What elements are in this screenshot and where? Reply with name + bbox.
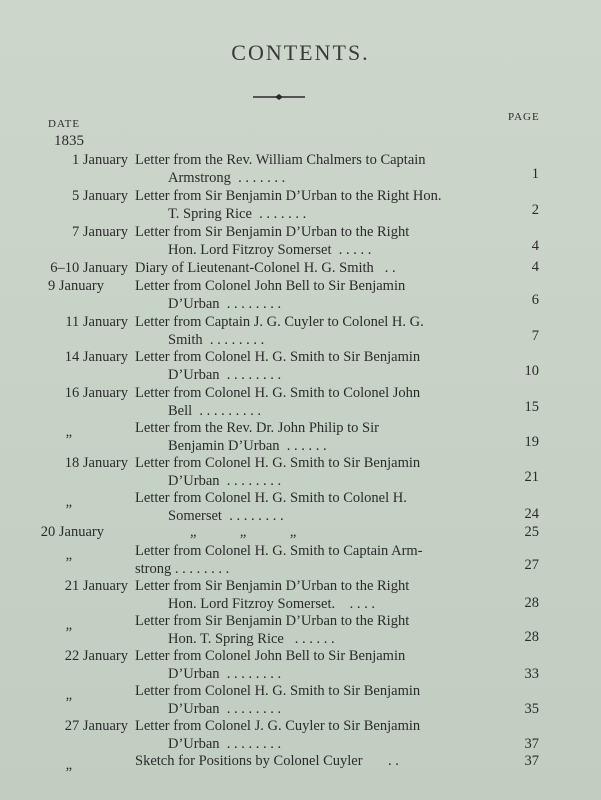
leader-dots: . . . . . . . . (229, 508, 284, 524)
entry-page-number: 28 (524, 595, 539, 611)
entry-date-ditto: „ (65, 424, 72, 440)
entry-title (135, 277, 495, 313)
entry-ditto-marks: „ „ „ (190, 524, 297, 540)
entry-date: 22 January (64, 648, 128, 664)
entry-line-2-text: D’Urban (168, 736, 220, 752)
entry-title (135, 612, 495, 648)
entry-title (135, 577, 495, 613)
entry-title (135, 523, 495, 541)
entry-page-number: 25 (524, 524, 539, 540)
entry-line-2 (135, 630, 495, 648)
entry-date: 6–10 January (50, 260, 128, 276)
entry-line-2 (135, 331, 495, 349)
entry-page-number: 2 (531, 202, 539, 218)
entry-date: 16 January (64, 385, 128, 401)
entry-date: 18 January (64, 455, 128, 471)
leader-dots: . . . . . . . . (226, 736, 282, 752)
entry-line-1: Letter from Colonel John Bell to Sir Benjamin (135, 278, 406, 294)
entry-line-2-text: D’Urban (168, 296, 220, 312)
entry-title (135, 151, 495, 187)
entry-line-2 (135, 169, 495, 187)
leader-dots: . . . . . . (286, 438, 327, 454)
entry-page-number: 1 (531, 166, 539, 182)
entry-line-1: Letter from the Rev. Dr. John Philip to Sir (135, 420, 379, 436)
entry-line-2 (135, 735, 495, 753)
entry-line-2-text: D’Urban (168, 473, 220, 489)
entry-line-1: Letter from Colonel J. G. Cuyler to Sir Benjamin (135, 718, 421, 734)
leader-dots: . . . . . . . (238, 170, 286, 186)
entry-title (135, 384, 495, 420)
page-title: CONTENTS. (231, 40, 370, 65)
page-column-header: PAGE (508, 111, 540, 123)
entry-line-2-text: Somerset (168, 508, 222, 524)
leader-dots: . . . . . . . . (226, 473, 282, 489)
entry-line-2 (135, 665, 495, 683)
entry-page-number: 7 (531, 328, 539, 344)
entry-date-ditto: „ (65, 617, 72, 633)
entry-date: 27 January (64, 718, 128, 734)
entry-title (135, 187, 495, 223)
entry-date-ditto: „ (65, 757, 72, 773)
entry-date: 21 January (64, 578, 128, 594)
entry-line-2 (135, 437, 495, 455)
leader-dots: . . (384, 260, 396, 276)
leader-dots: . . . . . . . . (174, 561, 230, 577)
entry-line-2-text: Bell (168, 403, 193, 419)
entry-title (135, 454, 495, 490)
entry-title (135, 348, 495, 384)
leader-dots: . . . . . . . . (226, 296, 282, 312)
entry-line-1: Letter from Colonel H. G. Smith to Sir Benjamin (135, 455, 421, 471)
entry-title (135, 682, 495, 718)
entry-line-2 (135, 595, 495, 613)
entry-line-1: Letter from Colonel John Bell to Sir Benjamin (135, 648, 406, 664)
entry-page-number: 19 (524, 434, 539, 450)
entry-date: 1 January (72, 152, 128, 168)
entry-title (135, 542, 495, 578)
entry-line-1: Letter from Sir Benjamin D’Urban to the Right (135, 613, 410, 629)
entry-line-1: Letter from Sir Benjamin D’Urban to the Right (135, 224, 410, 240)
leader-dots: . . . . . . . . (226, 666, 282, 682)
entry-line-1: Letter from Sir Benjamin D’Urban to the Right (135, 578, 410, 594)
entry-title (135, 752, 495, 770)
entry-line-1-text: Diary of Lieutenant-Colonel H. G. Smith (135, 260, 374, 276)
entry-date-ditto: „ (65, 547, 72, 563)
entry-line-2-text: D’Urban (168, 666, 220, 682)
entry-line-1: Letter from Colonel H. G. Smith to Captain Arm- (135, 543, 423, 559)
date-column-header: DATE (48, 118, 81, 130)
entry-line-2 (135, 560, 495, 578)
leader-dots: . . . . . (338, 242, 372, 258)
entry-line-1 (135, 752, 495, 770)
entry-line-2-text: Hon. Lord Fitzroy Somerset. (168, 596, 336, 612)
entry-page-number: 37 (524, 753, 539, 769)
entry-page-number: 4 (531, 259, 539, 275)
entry-line-2-text: T. Spring Rice (168, 206, 252, 222)
entry-line-2 (135, 295, 495, 313)
entry-title (135, 223, 495, 259)
leader-dots: . . (387, 753, 399, 769)
entry-page-number: 28 (524, 629, 539, 645)
entry-line-2-text: Benjamin D’Urban (168, 438, 280, 454)
entry-page-number: 33 (524, 666, 539, 682)
entry-line-1-text: Sketch for Positions by Colonel Cuyler (135, 753, 363, 769)
entry-page-number: 15 (524, 399, 539, 415)
entry-line-2-text: strong (135, 561, 172, 577)
entry-line-2-text: Armstrong (168, 170, 231, 186)
leader-dots: . . . . . . . . (209, 332, 265, 348)
entry-line-1: Letter from Colonel H. G. Smith to Sir Benjamin (135, 349, 421, 365)
entry-page-number: 6 (531, 292, 539, 308)
entry-title (135, 647, 495, 683)
entry-date-ditto: „ (65, 494, 72, 510)
entry-line-2 (135, 366, 495, 384)
entry-title (135, 717, 495, 753)
entry-line-1: Letter from the Rev. William Chalmers to Captain (135, 152, 426, 168)
entry-page-number: 37 (524, 736, 539, 752)
entry-date: 9 January (48, 278, 104, 294)
year-heading: 1835 (54, 133, 84, 149)
entry-line-2 (135, 472, 495, 490)
entry-title (135, 259, 495, 277)
entry-line-2-text: Hon. Lord Fitzroy Somerset (168, 242, 332, 258)
leader-dots: . . . . (349, 596, 376, 612)
entry-line-1 (135, 259, 495, 277)
leader-dots: . . . . . . . (259, 206, 307, 222)
leader-dots: . . . . . . . . . (199, 403, 262, 419)
entry-line-2 (135, 205, 495, 223)
entry-line-1: Letter from Colonel H. G. Smith to Colonel John (135, 385, 421, 401)
entry-page-number: 21 (524, 469, 539, 485)
entry-line-2-text: D’Urban (168, 367, 220, 383)
leader-dots: . . . . . . . . (226, 701, 282, 717)
entry-date: 7 January (72, 224, 128, 240)
entry-page-number: 24 (524, 506, 539, 522)
entry-line-2-text: Smith (168, 332, 203, 348)
entry-line-2 (135, 402, 495, 420)
entry-page-number: 27 (524, 557, 539, 573)
entry-date: 5 January (72, 188, 128, 204)
leader-dots: . . . . . . . . (226, 367, 282, 383)
entry-line-2 (135, 241, 495, 259)
entry-date: 20 January (40, 524, 104, 540)
entry-line-1: Letter from Colonel H. G. Smith to Sir Benjamin (135, 683, 421, 699)
entry-line-2-text: D’Urban (168, 701, 220, 717)
entry-title (135, 313, 495, 349)
entry-line-1: Letter from Captain J. G. Cuyler to Colonel H. G. (135, 314, 424, 330)
entry-date-ditto: „ (65, 687, 72, 703)
entry-page-number: 10 (524, 363, 539, 379)
entry-line-1: Letter from Colonel H. G. Smith to Colonel H. (135, 490, 407, 506)
entry-title (135, 489, 495, 525)
entry-title (135, 419, 495, 455)
entry-page-number: 4 (531, 238, 539, 254)
entry-line-1: Letter from Sir Benjamin D’Urban to the Right Hon. (135, 188, 442, 204)
entry-page-number: 35 (524, 701, 539, 717)
entry-line-2-text: Hon. T. Spring Rice (168, 631, 284, 647)
entry-line-2 (135, 700, 495, 718)
entry-date: 11 January (65, 314, 128, 330)
entry-date: 14 January (64, 349, 128, 365)
title-ornament-rule (253, 93, 305, 101)
leader-dots: . . . . . . (294, 631, 335, 647)
